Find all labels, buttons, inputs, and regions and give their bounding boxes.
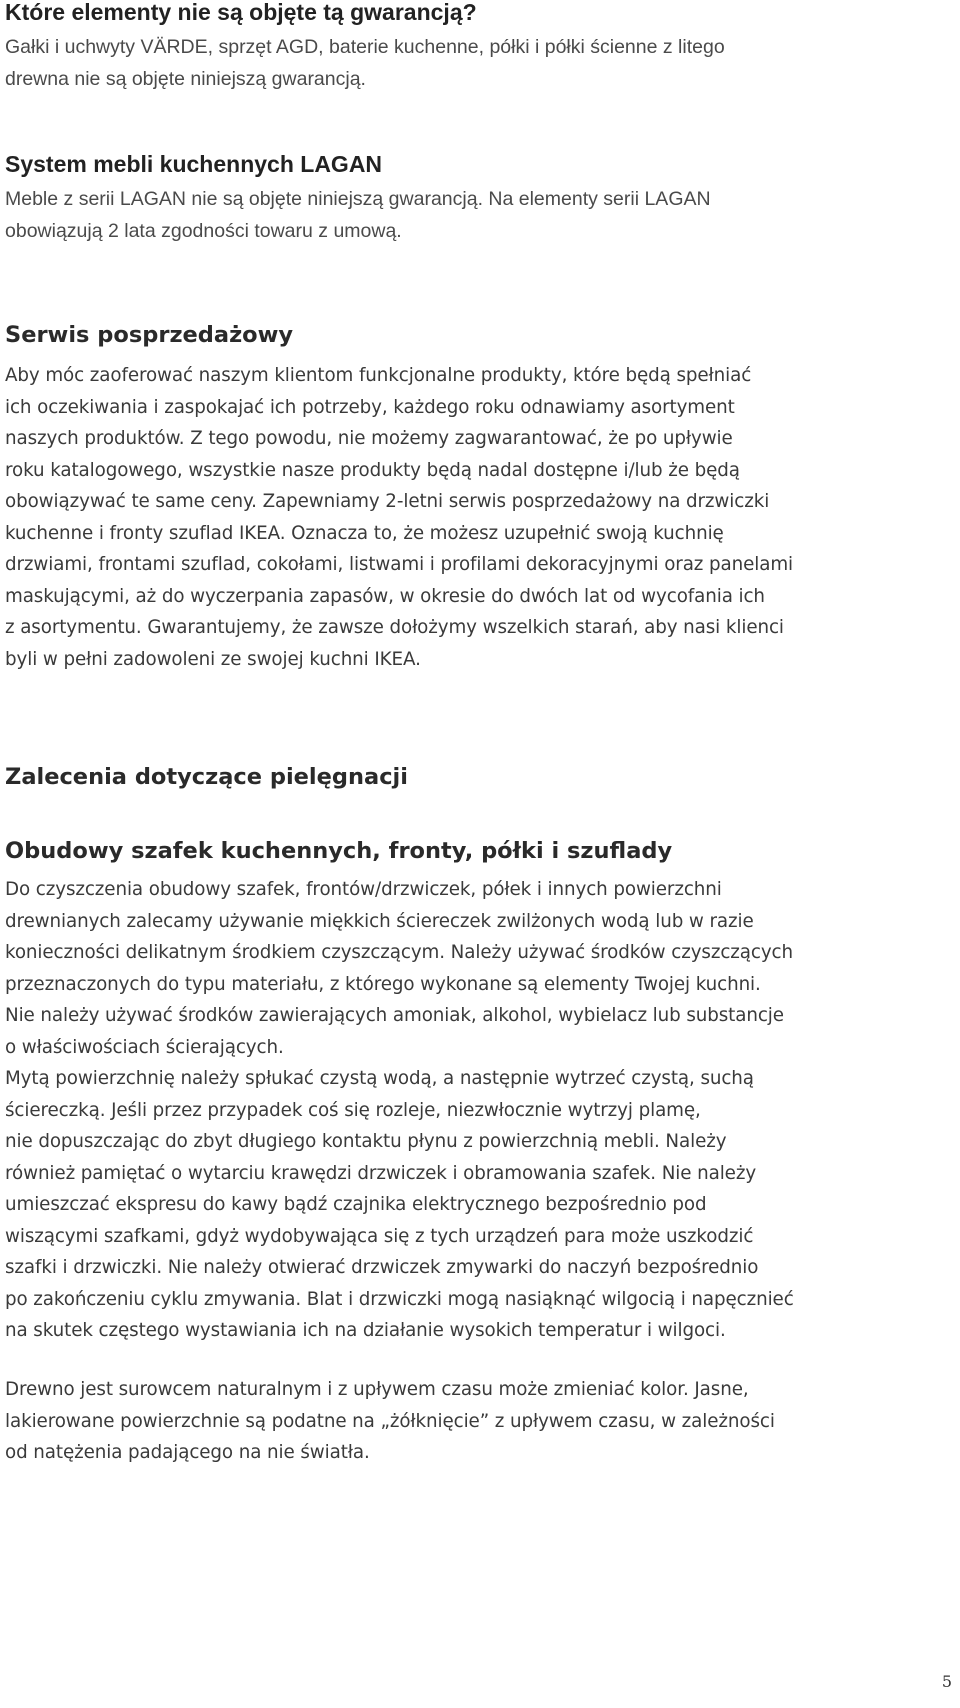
paragraph-line: ściereczką. Jeśli przez przypadek coś się rozleje, niezwłocznie wytrzyj plamę, <box>5 1099 701 1121</box>
paragraph-line: Do czyszczenia obudowy szafek, frontów/drzwiczek, półek i innych powierzchni <box>5 879 722 900</box>
paragraph-line: przeznaczonych do typu materiału, z którego wykonane są elementy Twojej kuchni. <box>5 973 761 995</box>
paragraph-line: Nie należy używać środków zawierających amoniak, alkohol, wybielacz lub substancje <box>5 1005 784 1026</box>
paragraph-line: szafki i drzwiczki. Nie należy otwierać drzwiczek zmywarki do naczyń bezpośrednio <box>5 1257 759 1278</box>
after-sales-paragraph <box>5 360 945 675</box>
paragraph-line: również pamiętać o wytarciu krawędzi drzwiczek i obramowania szafek. Nie należy <box>5 1162 757 1184</box>
page-number: 5 <box>941 1672 952 1691</box>
paragraph-line: Aby móc zaoferować naszym klientom funkcjonalne produkty, które będą spełniać <box>5 365 752 386</box>
cabinets-paragraph <box>5 874 945 1347</box>
paragraph-line: umieszczać ekspresu do kawy bądź czajnika elektrycznego bezpośrednio pod <box>5 1194 707 1215</box>
lagan-paragraph <box>5 183 945 247</box>
paragraph-line: kuchenne i fronty szuflad IKEA. Oznacza to, że możesz uzupełnić swoją kuchnię <box>5 522 724 544</box>
paragraph-line: maskującymi, aż do wyczerpania zapasów, w okresie do dwóch lat od wycofania ich <box>5 585 765 607</box>
paragraph-line: drzwiami, frontami szuflad, cokołami, listwami i profilami dekoracyjnymi oraz panelami <box>5 554 794 575</box>
paragraph-line: wiszącymi szafkami, gdyż wydobywająca się z tych urządzeń para może uszkodzić <box>5 1225 754 1247</box>
cabinets-section <box>5 836 945 1347</box>
lagan-section <box>5 149 945 247</box>
paragraph-line: lakierowane powierzchnie są podatne na „żółknięcie” z upływem czasu, w zależności <box>5 1410 775 1432</box>
paragraph-line: nie dopuszczając do zbyt długiego kontaktu płynu z powierzchnią mebli. Należy <box>5 1131 727 1152</box>
lagan-heading: System mebli kuchennych LAGAN <box>5 151 383 177</box>
paragraph-line: Mytą powierzchnię należy spłukać czystą wodą, a następnie wytrzeć czystą, suchą <box>5 1068 754 1089</box>
warranty-exclusions-paragraph <box>5 31 945 95</box>
paragraph-line: drewnianych zalecamy używanie miękkich ściereczek zwilżonych wodą lub w razie <box>5 910 754 932</box>
paragraph-line: Drewno jest surowcem naturalnym i z upływem czasu może zmieniać kolor. Jasne, <box>5 1379 749 1400</box>
paragraph-line: konieczności delikatnym środkiem czyszczącym. Należy używać środków czyszczących <box>5 942 793 963</box>
care-heading: Zalecenia dotyczące pielęgnacji <box>5 764 408 790</box>
paragraph-line: byli w pełni zadowoleni ze swojej kuchni IKEA. <box>5 648 421 670</box>
paragraph-line: obowiązywać te same ceny. Zapewniamy 2-letni serwis posprzedażowy na drzwiczki <box>5 491 770 512</box>
paragraph-line: od natężenia padającego na nie światła. <box>5 1442 370 1463</box>
paragraph-line: Meble z serii LAGAN nie są objęte niniejszą gwarancją. Na elementy serii LAGAN <box>5 188 711 210</box>
paragraph-line: drewna nie są objęte niniejszą gwarancją. <box>5 68 366 90</box>
paragraph-line: roku katalogowego, wszystkie nasze produkty będą nadal dostępne i/lub że będą <box>5 459 740 481</box>
paragraph-line: po zakończeniu cyklu zmywania. Blat i drzwiczki mogą nasiąknąć wilgocią i napęcznieć <box>5 1288 794 1310</box>
paragraph-line: ich oczekiwania i zaspokajać ich potrzeby, każdego roku odnawiamy asortyment <box>5 396 735 418</box>
after-sales-section <box>5 320 945 675</box>
paragraph-line: obowiązują 2 lata zgodności towaru z umową. <box>5 220 402 242</box>
cabinets-heading: Obudowy szafek kuchennych, fronty, półki i szuflady <box>5 838 673 864</box>
paragraph-line: na skutek częstego wystawiania ich na działanie wysokich temperatur i wilgoci. <box>5 1320 726 1341</box>
paragraph-line: o właściwościach ścierających. <box>5 1036 284 1058</box>
wood-section <box>5 1374 945 1469</box>
paragraph-line: Gałki i uchwyty VÄRDE, sprzęt AGD, baterie kuchenne, półki i półki ścienne z litego <box>5 36 725 58</box>
care-section <box>5 762 945 792</box>
after-sales-heading: Serwis posprzedażowy <box>5 322 294 348</box>
wood-paragraph <box>5 1374 945 1469</box>
paragraph-line: naszych produktów. Z tego powodu, nie możemy zagwarantować, że po upływie <box>5 428 733 449</box>
warranty-exclusions-heading: Które elementy nie są objęte tą gwarancją? <box>5 0 477 25</box>
paragraph-line: z asortymentu. Gwarantujemy, że zawsze dołożymy wszelkich starań, aby nasi klienci <box>5 617 784 638</box>
warranty-exclusions-section <box>5 0 945 95</box>
